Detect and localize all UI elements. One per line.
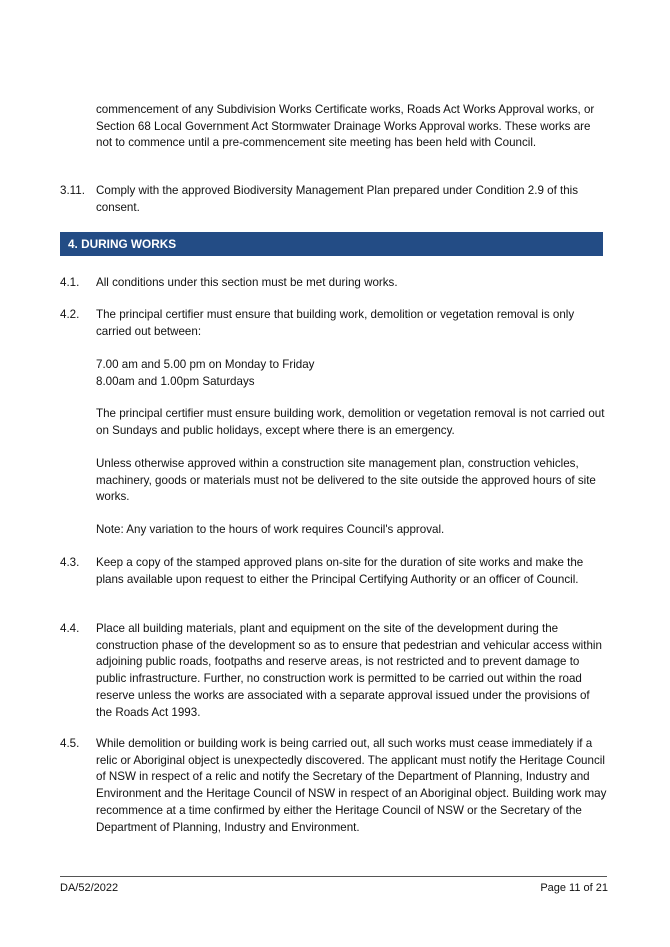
condition-4-1-number: 4.1. xyxy=(60,276,80,289)
footer-divider xyxy=(60,876,607,877)
intro-paragraph: commencement of any Subdivision Works Certificate works, Roads Act Works Approval works, or Section 68 Local Government Act Stormwater Drainage Works Approval works. These works are not to commence until a pre-commencement site meeting has been held with Council. xyxy=(96,103,595,150)
condition-4-4-number: 4.4. xyxy=(60,622,80,635)
condition-4-5-number: 4.5. xyxy=(60,737,80,750)
condition-3-11-number: 3.11. xyxy=(60,184,85,197)
condition-4-2-hours-saturday: 8.00am and 1.00pm Saturdays xyxy=(96,375,255,388)
condition-4-5-text: While demolition or building work is being carried out, all such works must cease immediately if a relic or Aboriginal object is unexpectedly discovered. The applicant must notify the Heritage Council of NSW in respect of a relic and notify the Secretary of the Department of Planning, Industry and Environment and the Heritage Council of NSW in respect of an Aboriginal object. Building work may recommence at a time confirmed by either the Heritage Council of NSW or the Secretary of the Department of Planning, Industry and Environment. xyxy=(96,737,607,834)
condition-4-2-delivery-paragraph: Unless otherwise approved within a construction site management plan, construction vehicles, machinery, goods or materials must not be delivered to the site outside the approved hours of site works. xyxy=(96,457,596,504)
condition-4-2-number: 4.2. xyxy=(60,308,80,321)
condition-4-3-number: 4.3. xyxy=(60,556,80,569)
condition-4-2-hours-weekday: 7.00 am and 5.00 pm on Monday to Friday xyxy=(96,358,315,371)
section-heading-during-works: 4. DURING WORKS xyxy=(60,232,603,256)
footer-page-number: Page 11 of 21 xyxy=(540,882,608,894)
condition-4-3-text: Keep a copy of the stamped approved plans on-site for the duration of site works and make the plans available upon request to either the Principal Certifying Authority or an officer of Council. xyxy=(96,556,584,586)
footer-reference: DA/52/2022 xyxy=(60,882,119,894)
condition-4-2-text: The principal certifier must ensure that building work, demolition or vegetation removal is only carried out between: xyxy=(96,308,575,338)
condition-4-2-sundays-paragraph: The principal certifier must ensure building work, demolition or vegetation removal is not carried out on Sundays and public holidays, except where there is an emergency. xyxy=(96,407,605,437)
condition-3-11-text: Comply with the approved Biodiversity Management Plan prepared under Condition 2.9 of this consent. xyxy=(96,184,579,214)
condition-4-1-text: All conditions under this section must be met during works. xyxy=(96,276,398,289)
condition-4-2-note: Note: Any variation to the hours of work requires Council's approval. xyxy=(96,523,445,536)
condition-4-4-text: Place all building materials, plant and equipment on the site of the development during the construction phase of the development so as to ensure that pedestrian and vehicular access within adjoining public roads, footpaths and reserve areas, is not restricted and to prevent damage to public infrastructure. Further, no construction work is permitted to be carried out within the road reserve unless the works are associated with a separate approval issued under the provisions of the Roads Act 1993. xyxy=(96,622,602,719)
